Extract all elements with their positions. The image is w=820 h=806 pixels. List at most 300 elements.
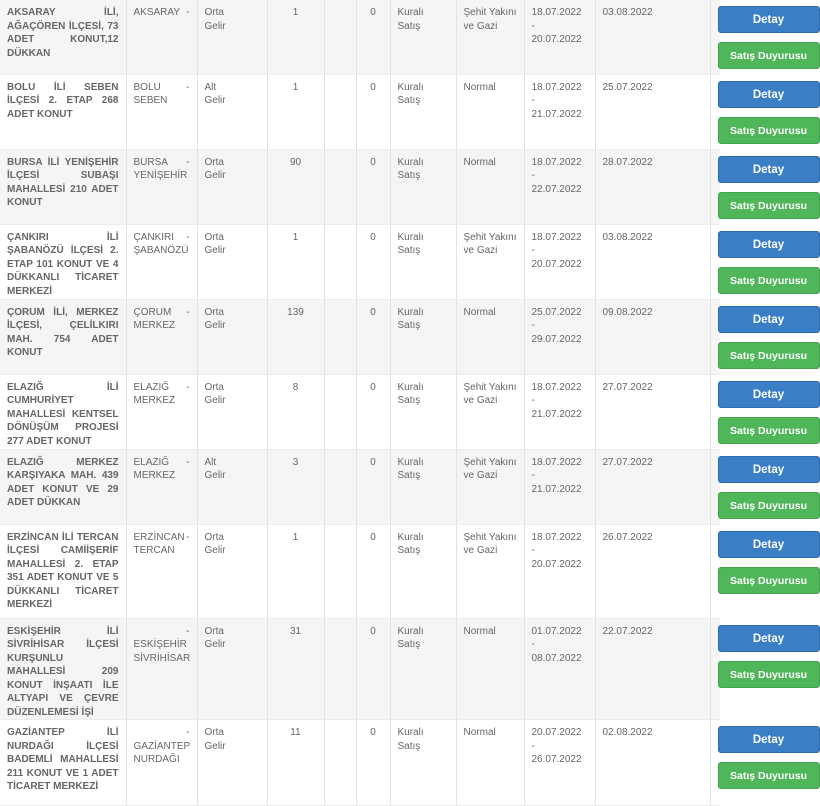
project-location xyxy=(126,224,197,299)
application-dates xyxy=(524,524,595,618)
detail-label-text: Detay xyxy=(752,88,785,101)
loc-dash-text: - xyxy=(186,231,190,243)
sale-method xyxy=(390,720,456,806)
category1-text: Normal xyxy=(463,727,496,738)
loc2-text: YENİŞEHİR xyxy=(133,170,188,181)
row-actions xyxy=(710,149,808,224)
detail-button[interactable] xyxy=(718,81,820,108)
method2-text: Satış xyxy=(397,395,421,406)
project-title xyxy=(0,720,126,806)
count1-text: 1 xyxy=(292,81,299,93)
app-start-text: 01.07.2022 - xyxy=(531,625,582,650)
housing-count xyxy=(267,720,324,806)
app-end-text: 22.07.2022 xyxy=(531,183,582,195)
income-group xyxy=(197,524,267,618)
detail-label-text: Detay xyxy=(752,388,785,401)
app-start-text: 25.07.2022 - xyxy=(531,306,582,331)
income1-text: Orta xyxy=(204,156,224,168)
detail-label-text: Detay xyxy=(752,463,785,476)
draw-date xyxy=(595,449,710,524)
income-group xyxy=(197,149,267,224)
application-dates xyxy=(524,299,595,374)
listing-row xyxy=(0,374,720,449)
project-title xyxy=(0,224,126,299)
sold-count xyxy=(356,149,390,224)
category1-text: Şehit Yakını xyxy=(463,231,517,243)
draw-date-text: 27.07.2022 xyxy=(602,381,653,393)
income2-text: Gelir xyxy=(204,320,226,331)
housing-count xyxy=(267,449,324,524)
detail-button[interactable] xyxy=(718,6,820,33)
category1-text: Şehit Yakını xyxy=(463,7,517,18)
app-start-text: 18.07.2022 - xyxy=(531,7,582,32)
row-actions xyxy=(710,524,808,618)
row-actions xyxy=(710,720,808,806)
income2-text: Gelir xyxy=(204,95,226,106)
draw-date-text: 09.08.2022 xyxy=(602,306,653,318)
detail-button[interactable] xyxy=(718,531,820,558)
loc2-text: SEBEN xyxy=(133,95,168,106)
loc-dash-text: - xyxy=(186,306,190,318)
income2-text: Gelir xyxy=(204,20,226,32)
count1-text: 139 xyxy=(287,306,304,318)
draw-date xyxy=(595,149,710,224)
category2-text: ve Gazi xyxy=(463,470,498,481)
draw-date-text: 25.07.2022 xyxy=(602,81,653,93)
income1-text: Alt xyxy=(204,81,217,93)
draw-date xyxy=(595,224,710,299)
method1-text: Kuralı xyxy=(397,156,424,168)
app-end-text: 08.07.2022 xyxy=(531,652,582,664)
loc2-text: SİVRİHİSAR xyxy=(133,652,191,664)
app-end-text: 26.07.2022 xyxy=(531,754,582,765)
secondary-count xyxy=(324,224,356,299)
sale-announcement-button[interactable] xyxy=(718,417,820,444)
sale-announcement-button[interactable] xyxy=(718,192,820,219)
draw-date xyxy=(595,374,710,449)
housing-count xyxy=(267,618,324,720)
listing-row xyxy=(0,224,720,299)
loc-dash-text: - xyxy=(186,381,190,393)
income-group xyxy=(197,374,267,449)
app-start-text: 18.07.2022 - xyxy=(531,381,582,406)
draw-date xyxy=(595,299,710,374)
loc2-text: MERKEZ xyxy=(133,470,176,481)
loc2-text: MERKEZ xyxy=(133,395,176,406)
housing-count xyxy=(267,524,324,618)
application-dates xyxy=(524,149,595,224)
project-location xyxy=(126,449,197,524)
sale-label-text: Satış Duyurusu xyxy=(729,349,808,362)
title-text: ELAZIĞ İLİ CUMHURİYET MAHALLESİ KENTSEL DÖNÜŞÜM PROJESİ 277 ADET KONUT xyxy=(7,381,119,447)
method2-text: Satış xyxy=(397,740,421,752)
sale-method xyxy=(390,524,456,618)
income1-text: Orta xyxy=(204,381,224,393)
detail-button[interactable] xyxy=(718,726,820,753)
title-text: BOLU İLİ SEBEN İLÇESİ 2. ETAP 268 ADET KONUT xyxy=(7,81,119,120)
draw-date xyxy=(595,0,710,74)
sale-method xyxy=(390,449,456,524)
sale-label-text: Satış Duyurusu xyxy=(729,50,808,62)
sale-announcement-button[interactable] xyxy=(718,492,820,519)
sold-count xyxy=(356,224,390,299)
project-title xyxy=(0,0,126,74)
applicant-category xyxy=(456,618,524,720)
category2-text: ve Gazi xyxy=(463,395,498,406)
secondary-count xyxy=(324,299,356,374)
row-actions xyxy=(710,374,808,449)
income1-text: Orta xyxy=(204,7,224,18)
sale-label-text: Satış Duyurusu xyxy=(729,770,808,782)
applicant-category xyxy=(456,149,524,224)
draw-date xyxy=(595,74,710,149)
count1-text: 1 xyxy=(292,231,299,243)
applicant-category xyxy=(456,74,524,149)
row-actions xyxy=(710,74,808,149)
secondary-count xyxy=(324,618,356,720)
housing-count xyxy=(267,149,324,224)
project-location xyxy=(126,149,197,224)
application-dates xyxy=(524,720,595,806)
loc1-text: ELAZIĞ xyxy=(133,381,170,393)
draw-date-text: 27.07.2022 xyxy=(602,456,653,468)
secondary-count xyxy=(324,720,356,806)
category1-text: Normal xyxy=(463,81,496,93)
loc2-text: TERCAN xyxy=(133,545,175,556)
project-location xyxy=(126,720,197,806)
detail-label-text: Detay xyxy=(752,734,785,746)
income2-text: Gelir xyxy=(204,470,226,481)
draw-date-text: 22.07.2022 xyxy=(602,625,653,637)
applicant-category xyxy=(456,299,524,374)
category2-text: ve Gazi xyxy=(463,20,498,32)
loc-dash-text: - xyxy=(186,727,190,738)
listing-row xyxy=(0,299,720,374)
income-group xyxy=(197,720,267,806)
sale-announcement-button[interactable] xyxy=(718,267,820,294)
listing-row xyxy=(0,149,720,224)
income-group xyxy=(197,224,267,299)
loc-dash-text: - xyxy=(186,531,190,543)
sold-count xyxy=(356,0,390,74)
sale-method xyxy=(390,224,456,299)
method1-text: Kuralı xyxy=(397,381,424,393)
sale-label-text: Satış Duyurusu xyxy=(729,274,808,287)
sale-method xyxy=(390,74,456,149)
income-group xyxy=(197,618,267,720)
count1-text: 11 xyxy=(290,727,301,738)
application-dates xyxy=(524,0,595,74)
project-title xyxy=(0,449,126,524)
applicant-category xyxy=(456,449,524,524)
sale-method xyxy=(390,149,456,224)
app-start-text: 18.07.2022 - xyxy=(531,81,582,106)
sold-count xyxy=(356,720,390,806)
housing-count xyxy=(267,374,324,449)
row-actions xyxy=(710,299,808,374)
income2-text: Gelir xyxy=(204,395,226,406)
sold-count xyxy=(356,449,390,524)
listing-row xyxy=(0,524,720,618)
app-start-text: 18.07.2022 - xyxy=(531,156,582,181)
row-actions xyxy=(710,0,808,74)
app-end-text: 20.07.2022 xyxy=(531,258,582,270)
method1-text: Kuralı xyxy=(397,625,424,637)
title-text: GAZİANTEP İLİ NURDAĞI İLÇESİ BADEMLİ MAHALLESİ 211 KONUT VE 1 ADET TİCARET MERKEZİ xyxy=(7,727,119,792)
project-location xyxy=(126,299,197,374)
category1-text: Normal xyxy=(463,625,496,637)
project-location xyxy=(126,618,197,720)
category1-text: Şehit Yakını xyxy=(463,531,517,543)
sold-count xyxy=(356,618,390,720)
sold-count xyxy=(356,74,390,149)
count2-text: 0 xyxy=(370,531,376,543)
category1-text: Şehit Yakını xyxy=(463,381,517,393)
application-dates xyxy=(524,449,595,524)
loc2-text: MERKEZ xyxy=(133,320,176,331)
sale-label-text: Satış Duyurusu xyxy=(729,668,808,681)
project-title xyxy=(0,299,126,374)
sale-method xyxy=(390,299,456,374)
application-dates xyxy=(524,374,595,449)
count1-text: 3 xyxy=(292,456,299,468)
draw-date-text: 03.08.2022 xyxy=(602,231,653,243)
category1-text: Normal xyxy=(463,306,496,318)
draw-date xyxy=(595,720,710,806)
sale-announcement-button[interactable] xyxy=(718,117,820,144)
title-text: ERZİNCAN İLİ TERCAN İLÇESİ CAMİİŞERİF MAHALLESİ 2. ETAP 351 ADET KONUT VE 5 DÜKKANLI TİCARET MERKEZİ xyxy=(7,531,119,610)
secondary-count xyxy=(324,74,356,149)
title-text: ÇORUM İLİ, MERKEZ İLÇESİ, ÇELİLKIRI MAH. 754 ADET KONUT xyxy=(7,306,119,358)
loc2-text: ŞABANÖZÜ xyxy=(133,245,189,256)
project-location xyxy=(126,0,197,74)
sold-count xyxy=(356,524,390,618)
income1-text: Alt xyxy=(204,456,217,468)
method2-text: Satış xyxy=(397,639,421,650)
application-dates xyxy=(524,224,595,299)
application-dates xyxy=(524,618,595,720)
title-text: BURSA İLİ YENİŞEHİR İLÇESİ SUBAŞI MAHALLESİ 210 ADET KONUT xyxy=(7,156,119,208)
loc2-text: NURDAĞI xyxy=(133,754,180,765)
method2-text: Satış xyxy=(397,95,421,106)
detail-button[interactable] xyxy=(718,156,820,183)
income2-text: Gelir xyxy=(204,639,226,650)
count1-text: 31 xyxy=(289,625,302,637)
method1-text: Kuralı xyxy=(397,81,424,93)
method2-text: Satış xyxy=(397,470,421,481)
sale-announcement-button[interactable] xyxy=(718,42,820,69)
loc1-text: GAZİANTEP xyxy=(133,740,191,752)
income2-text: Gelir xyxy=(204,545,226,556)
sale-method xyxy=(390,618,456,720)
method1-text: Kuralı xyxy=(397,231,424,243)
applicant-category xyxy=(456,374,524,449)
loc-dash-text: - xyxy=(186,625,190,637)
app-end-text: 20.07.2022 xyxy=(531,558,582,570)
income2-text: Gelir xyxy=(204,740,226,752)
count2-text: 0 xyxy=(370,7,376,18)
count2-text: 0 xyxy=(370,456,376,468)
app-start-text: 18.07.2022 - xyxy=(531,231,582,256)
app-end-text: 21.07.2022 xyxy=(531,408,582,420)
method2-text: Satış xyxy=(397,545,421,556)
income2-text: Gelir xyxy=(204,245,226,256)
title-text: ELAZIĞ MERKEZ KARŞIYAKA MAH. 439 ADET KONUT VE 29 ADET DÜKKAN xyxy=(7,456,119,508)
sale-method xyxy=(390,374,456,449)
sale-label-text: Satış Duyurusu xyxy=(729,199,808,212)
method2-text: Satış xyxy=(397,170,421,181)
loc1-text: ERZİNCAN xyxy=(133,531,185,543)
detail-button[interactable] xyxy=(718,231,820,258)
count2-text: 0 xyxy=(370,156,376,168)
sale-announcement-button[interactable] xyxy=(718,762,820,789)
count2-text: 0 xyxy=(370,625,376,637)
listing-row xyxy=(0,74,720,149)
income-group xyxy=(197,0,267,74)
draw-date-text: 03.08.2022 xyxy=(602,7,653,18)
sale-label-text: Satış Duyurusu xyxy=(729,574,808,587)
applicant-category xyxy=(456,524,524,618)
housing-count xyxy=(267,74,324,149)
income1-text: Orta xyxy=(204,531,224,543)
project-title xyxy=(0,524,126,618)
draw-date-text: 28.07.2022 xyxy=(602,156,653,168)
sale-label-text: Satış Duyurusu xyxy=(729,124,808,137)
income-group xyxy=(197,74,267,149)
income1-text: Orta xyxy=(204,306,224,318)
method2-text: Satış xyxy=(397,320,421,331)
row-actions xyxy=(710,618,808,720)
count2-text: 0 xyxy=(370,81,376,93)
category2-text: ve Gazi xyxy=(463,545,498,556)
row-actions xyxy=(710,224,808,299)
count2-text: 0 xyxy=(370,727,376,738)
application-dates xyxy=(524,74,595,149)
project-location xyxy=(126,374,197,449)
detail-label-text: Detay xyxy=(752,14,785,26)
sale-announcement-button[interactable] xyxy=(718,342,820,369)
applicant-category xyxy=(456,224,524,299)
applicant-category xyxy=(456,0,524,74)
loc1-text: ÇORUM xyxy=(133,306,172,318)
secondary-count xyxy=(324,0,356,74)
income-group xyxy=(197,449,267,524)
app-start-text: 18.07.2022 - xyxy=(531,456,582,481)
detail-button[interactable] xyxy=(718,381,820,408)
method1-text: Kuralı xyxy=(397,531,424,543)
sale-announcement-button[interactable] xyxy=(718,661,820,688)
secondary-count xyxy=(324,149,356,224)
detail-button[interactable] xyxy=(718,456,820,483)
method1-text: Kuralı xyxy=(397,727,424,738)
category1-text: Normal xyxy=(463,156,496,168)
loc1-text: BOLU xyxy=(133,81,161,93)
app-end-text: 21.07.2022 xyxy=(531,483,582,495)
income2-text: Gelir xyxy=(204,170,226,181)
app-end-text: 21.07.2022 xyxy=(531,108,582,120)
project-location xyxy=(126,524,197,618)
category1-text: Şehit Yakını xyxy=(463,456,517,468)
count2-text: 0 xyxy=(370,306,376,318)
detail-label-text: Detay xyxy=(752,632,785,645)
project-location xyxy=(126,74,197,149)
draw-date xyxy=(595,524,710,618)
title-text: ÇANKIRI İLİ ŞABANÖZÜ İLÇESİ 2. ETAP 101 KONUT VE 4 DÜKKANLI TİCARET MERKEZİ xyxy=(7,231,119,297)
row-actions xyxy=(710,449,808,524)
project-title xyxy=(0,618,126,720)
loc1-text: ESKİŞEHİR xyxy=(133,639,187,650)
listing-row xyxy=(0,720,720,806)
title-text: AKSARAY İLİ, AĞAÇÖREN İLÇESİ, 73 ADET KONUT,12 DÜKKAN xyxy=(7,7,119,59)
count1-text: 1 xyxy=(292,7,299,18)
loc-dash-text: - xyxy=(186,81,190,93)
detail-label-text: Detay xyxy=(752,538,785,551)
loc-dash-text: - xyxy=(186,156,190,168)
app-start-text: 20.07.2022 - xyxy=(531,727,582,752)
sold-count xyxy=(356,374,390,449)
method1-text: Kuralı xyxy=(397,306,424,318)
app-end-text: 20.07.2022 xyxy=(531,34,582,45)
app-end-text: 29.07.2022 xyxy=(531,333,582,345)
loc1-text: BURSA xyxy=(133,156,168,168)
income1-text: Orta xyxy=(204,231,224,243)
sale-label-text: Satış Duyurusu xyxy=(729,424,808,437)
method1-text: Kuralı xyxy=(397,456,424,468)
loc-dash-text: - xyxy=(186,7,190,18)
listing-row xyxy=(0,0,720,74)
secondary-count xyxy=(324,524,356,618)
draw-date xyxy=(595,618,710,720)
project-title xyxy=(0,374,126,449)
project-title xyxy=(0,149,126,224)
income1-text: Orta xyxy=(204,727,224,738)
secondary-count xyxy=(324,374,356,449)
detail-label-text: Detay xyxy=(752,313,785,326)
count1-text: 1 xyxy=(292,531,299,543)
app-start-text: 18.07.2022 - xyxy=(531,531,582,556)
loc-dash-text: - xyxy=(186,456,190,468)
detail-label-text: Detay xyxy=(752,238,785,251)
count2-text: 0 xyxy=(370,381,376,393)
listing-row xyxy=(0,449,720,524)
income-group xyxy=(197,299,267,374)
title-text: ESKİŞEHİR İLİ SİVRİHİSAR İLÇESİ KURŞUNLU MAHALLESİ 209 KONUT İNŞAATI İLE ALTYAPI VE ÇEVRE DÜZENLEMESİ İŞİ xyxy=(7,625,119,718)
project-title xyxy=(0,74,126,149)
loc1-text: ÇANKIRI xyxy=(133,231,175,243)
detail-button[interactable] xyxy=(718,625,820,652)
sale-method xyxy=(390,0,456,74)
draw-date-text: 02.08.2022 xyxy=(602,727,653,738)
listing-row xyxy=(0,618,720,720)
sale-announcement-button[interactable] xyxy=(718,567,820,594)
secondary-count xyxy=(324,449,356,524)
method2-text: Satış xyxy=(397,20,421,32)
method2-text: Satış xyxy=(397,245,421,256)
applicant-category xyxy=(456,720,524,806)
income1-text: Orta xyxy=(204,625,224,637)
count1-text: 8 xyxy=(292,381,299,393)
draw-date-text: 26.07.2022 xyxy=(602,531,653,543)
category2-text: ve Gazi xyxy=(463,245,498,256)
housing-count xyxy=(267,0,324,74)
sale-label-text: Satış Duyurusu xyxy=(729,499,808,512)
housing-count xyxy=(267,224,324,299)
detail-button[interactable] xyxy=(718,306,820,333)
detail-label-text: Detay xyxy=(752,163,785,176)
count1-text: 90 xyxy=(289,156,302,168)
count2-text: 0 xyxy=(370,231,376,243)
loc1-text: AKSARAY xyxy=(133,7,180,18)
